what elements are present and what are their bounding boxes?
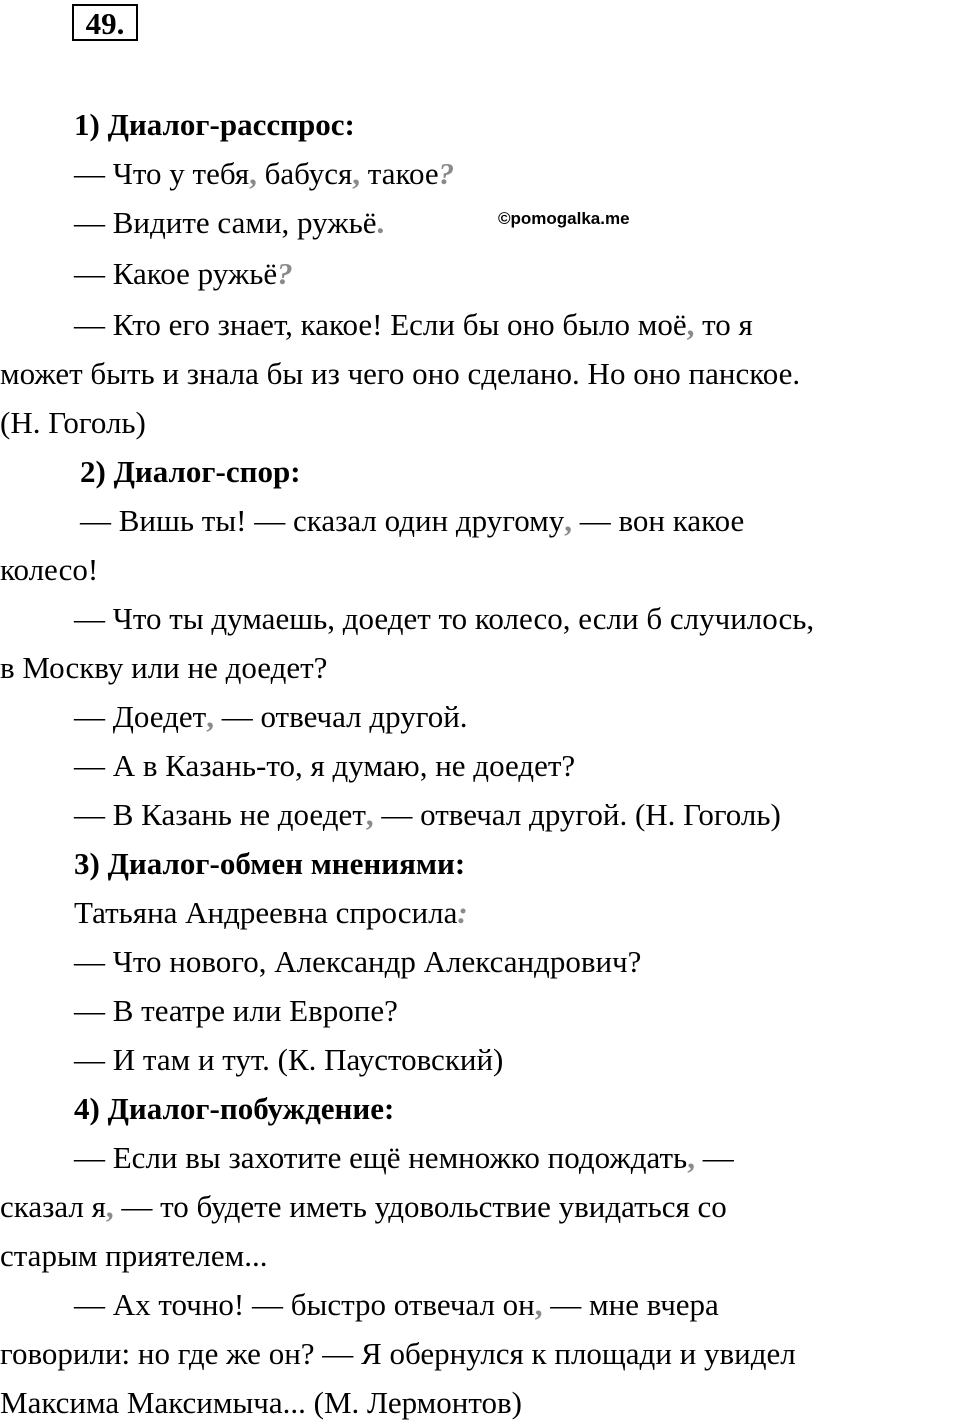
text-segment: — <box>694 1140 734 1175</box>
text-segment: то я <box>694 307 753 342</box>
section-3-line-1 <box>74 895 468 931</box>
text-segment: сказал я <box>0 1189 106 1224</box>
section-1-line-1 <box>74 156 454 192</box>
inserted-period: . <box>376 205 385 240</box>
section-3-heading: 3) Диалог-обмен мнениями: <box>74 846 466 881</box>
inserted-comma: , <box>365 797 374 832</box>
text-segment: — Вишь ты! — сказал один другому <box>80 503 565 538</box>
section-2-line-6: — А в Казань-то, я думаю, не доедет? <box>74 748 576 783</box>
section-3-line-2: — Что нового, Александр Александрович? <box>74 944 642 979</box>
section-2-line-2: колесо! <box>0 552 99 587</box>
inserted-question-mark: ? <box>277 256 293 291</box>
text-segment: — Ах точно! — быстро отвечал он <box>74 1287 535 1322</box>
inserted-question-mark: ? <box>438 156 455 191</box>
section-4-line-4 <box>74 1287 719 1323</box>
inserted-comma: , <box>564 503 572 538</box>
section-2-line-5 <box>74 699 468 735</box>
text-segment: — Если вы захотите ещё немножко подождать <box>74 1140 688 1175</box>
section-2-line-4: в Москву или не доедет? <box>0 650 328 685</box>
inserted-comma: , <box>687 1140 695 1175</box>
watermark: ©pomogalka.me <box>498 209 630 228</box>
text-segment: бабуся <box>256 156 353 191</box>
section-3-line-3: — В театре или Европе? <box>74 993 398 1028</box>
section-1-heading: 1) Диалог-расспрос: <box>74 107 355 142</box>
section-4-heading: 4) Диалог-побуждение: <box>74 1091 395 1126</box>
inserted-comma: , <box>105 1189 114 1224</box>
section-4-line-5: говорили: но где же он? — Я обернулся к площади и увидел <box>0 1336 796 1371</box>
inserted-comma: , <box>206 699 214 734</box>
section-1-line-5: может быть и знала бы из чего оно сделано. Но оно панское. <box>0 356 801 391</box>
text-segment: — мне вчера <box>542 1287 719 1322</box>
section-2-heading: 2) Диалог-спор: <box>80 454 301 489</box>
text-segment: — отвечал другой. <box>213 699 468 734</box>
exercise-number: 49. <box>72 4 138 41</box>
text-segment: — Доедет <box>74 699 207 734</box>
text-segment: — Какое ружьё <box>74 256 278 291</box>
text-segment: — В Казань не доедет <box>74 797 366 832</box>
inserted-comma: , <box>534 1287 543 1322</box>
text-segment: — Кто его знает, какое! Если бы оно было моё <box>74 307 687 342</box>
text-segment: — то будете иметь удовольствие увидаться со <box>113 1189 727 1224</box>
inserted-comma: , <box>249 156 257 191</box>
text-segment: — Что у тебя <box>74 156 250 191</box>
text-segment: — вон какое <box>571 503 745 538</box>
section-1-line-2 <box>74 205 384 241</box>
section-4-line-1 <box>74 1140 734 1176</box>
section-4-line-6: Максима Максимыча... (М. Лермонтов) <box>0 1385 522 1420</box>
inserted-colon: : <box>457 895 468 930</box>
text-segment: такое <box>360 156 439 191</box>
section-2-line-1 <box>80 503 744 539</box>
inserted-comma: , <box>352 156 361 191</box>
section-1-line-6: (Н. Гоголь) <box>0 405 146 440</box>
text-segment: Татьяна Андреевна спросила <box>74 895 458 930</box>
text-segment: — отвечал другой. (Н. Гоголь) <box>373 797 781 832</box>
inserted-comma: , <box>686 307 695 342</box>
section-4-line-3: старым приятелем... <box>0 1238 268 1273</box>
section-2-line-3: — Что ты думаешь, доедет то колесо, если б случилось, <box>74 601 815 636</box>
section-1-line-3 <box>74 256 293 292</box>
section-1-line-4 <box>74 307 753 343</box>
section-3-line-4: — И там и тут. (К. Паустовский) <box>74 1042 504 1077</box>
text-segment: — Видите сами, ружьё <box>74 205 377 240</box>
section-4-line-2 <box>0 1189 727 1225</box>
section-2-line-7 <box>74 797 781 833</box>
